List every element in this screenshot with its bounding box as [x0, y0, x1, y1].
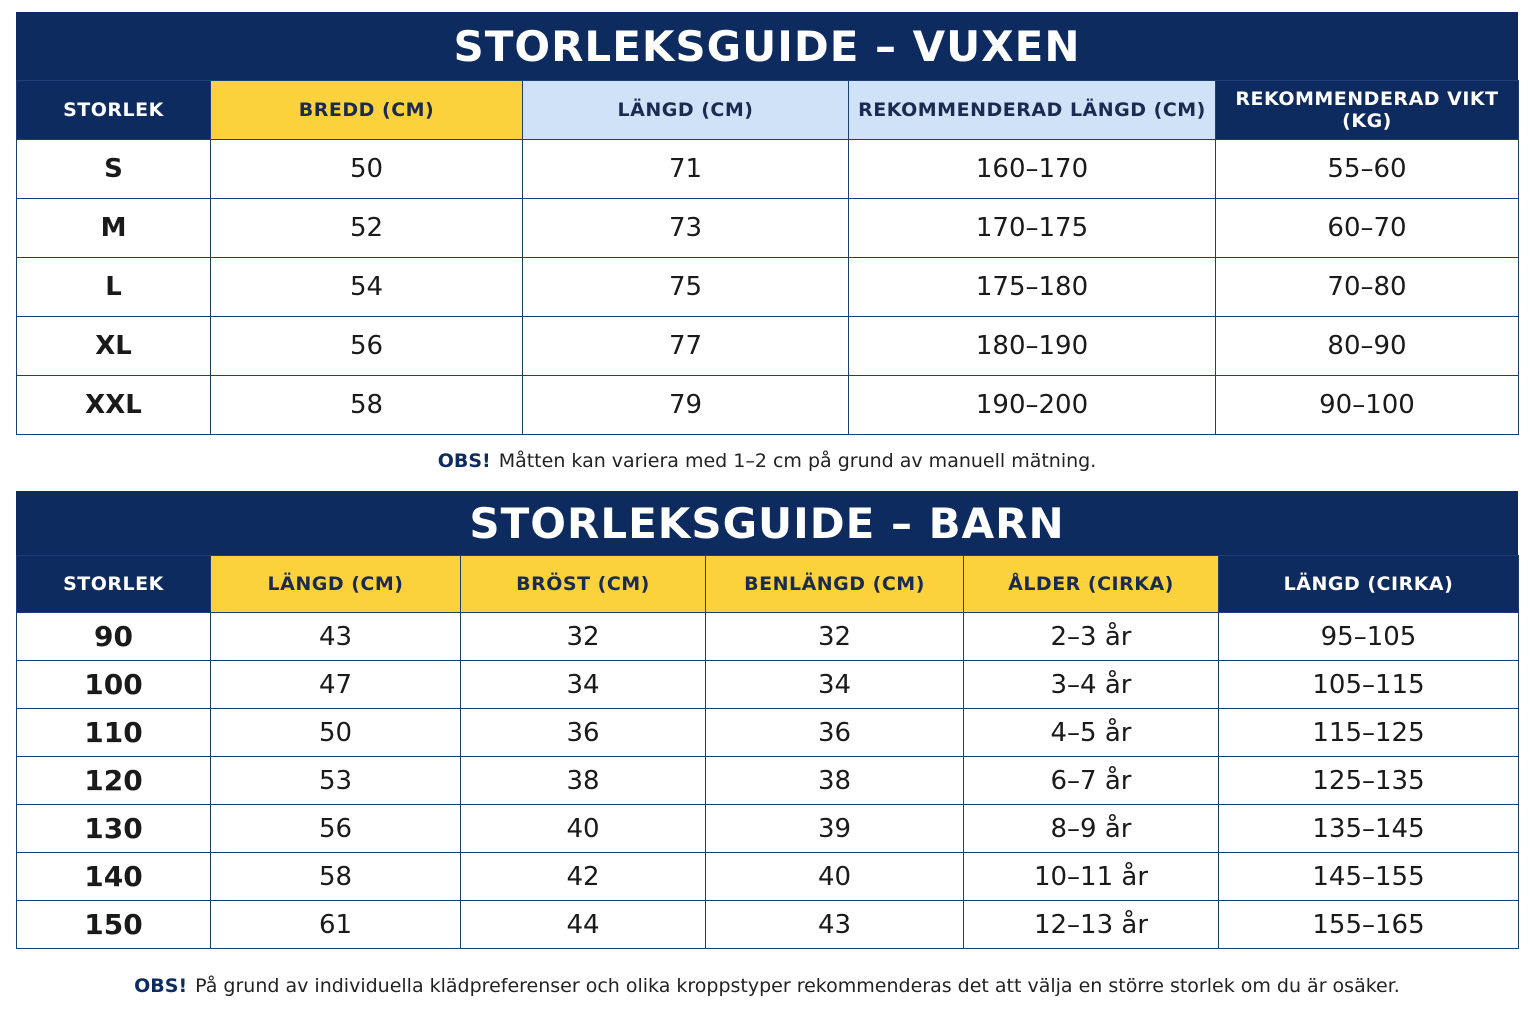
- table-cell: 61: [211, 901, 461, 949]
- table-cell: 38: [461, 757, 706, 805]
- size-cell: 90: [17, 613, 211, 661]
- size-cell: XXL: [17, 376, 211, 435]
- table-cell: 34: [706, 661, 964, 709]
- col-header-rek-langd: REKOMMENDERAD LÄNGD (CM): [849, 81, 1216, 140]
- table-cell: 34: [461, 661, 706, 709]
- note-vuxen: [16, 450, 1518, 472]
- table-cell: 43: [211, 613, 461, 661]
- table-cell: 39: [706, 805, 964, 853]
- header-row-vuxen: [17, 81, 1519, 140]
- table-cell: 145–155: [1219, 853, 1519, 901]
- table-row: [17, 199, 1519, 258]
- col-header-alder: ÅLDER (CIRKA): [964, 556, 1219, 613]
- size-cell: 150: [17, 901, 211, 949]
- table-cell: 40: [461, 805, 706, 853]
- table-row: [17, 901, 1519, 949]
- table-cell: 155–165: [1219, 901, 1519, 949]
- table-cell: 3–4 år: [964, 661, 1219, 709]
- table-row: [17, 805, 1519, 853]
- table-row: [17, 376, 1519, 435]
- table-row: [17, 709, 1519, 757]
- table-cell: 135–145: [1219, 805, 1519, 853]
- table-cell: 4–5 år: [964, 709, 1219, 757]
- table-row: [17, 661, 1519, 709]
- col-header-storlek: STORLEK: [17, 556, 211, 613]
- size-cell: XL: [17, 317, 211, 376]
- table-cell: 180–190: [849, 317, 1216, 376]
- table-cell: 125–135: [1219, 757, 1519, 805]
- table-row: [17, 317, 1519, 376]
- table-cell: 170–175: [849, 199, 1216, 258]
- table-cell: 47: [211, 661, 461, 709]
- table-cell: 95–105: [1219, 613, 1519, 661]
- table-cell: 12–13 år: [964, 901, 1219, 949]
- size-cell: S: [17, 140, 211, 199]
- col-header-bredd: BREDD (CM): [211, 81, 523, 140]
- table-cell: 58: [211, 376, 523, 435]
- title-barn: [16, 491, 1518, 555]
- table-cell: 40: [706, 853, 964, 901]
- table-cell: 160–170: [849, 140, 1216, 199]
- size-cell: 100: [17, 661, 211, 709]
- table-cell: 115–125: [1219, 709, 1519, 757]
- table-cell: 50: [211, 709, 461, 757]
- table-row: [17, 140, 1519, 199]
- table-cell: 56: [211, 805, 461, 853]
- table-cell: 53: [211, 757, 461, 805]
- table-cell: 73: [523, 199, 849, 258]
- size-cell: 130: [17, 805, 211, 853]
- table-cell: 105–115: [1219, 661, 1519, 709]
- table-cell: 79: [523, 376, 849, 435]
- note-text: På grund av individuella klädpreferenser och olika kroppstyper rekommenderas det att välja en större storlek om du är osäker.: [195, 975, 1400, 997]
- table-row: [17, 258, 1519, 317]
- table-cell: 90–100: [1216, 376, 1519, 435]
- table-cell: 70–80: [1216, 258, 1519, 317]
- note-label: OBS!: [437, 450, 491, 472]
- note-barn: [16, 975, 1518, 997]
- table-cell: 32: [461, 613, 706, 661]
- table-cell: 36: [706, 709, 964, 757]
- table-cell: 44: [461, 901, 706, 949]
- table-cell: 8–9 år: [964, 805, 1219, 853]
- note-text: Måtten kan variera med 1–2 cm på grund av manuell mätning.: [498, 450, 1097, 472]
- title-barn-text: STORLEKSGUIDE – BARN: [469, 498, 1065, 548]
- table-cell: 6–7 år: [964, 757, 1219, 805]
- table-cell: 2–3 år: [964, 613, 1219, 661]
- title-vuxen: [16, 12, 1518, 80]
- table-cell: 56: [211, 317, 523, 376]
- col-header-langd: LÄNGD (CM): [211, 556, 461, 613]
- table-cell: 175–180: [849, 258, 1216, 317]
- table-cell: 55–60: [1216, 140, 1519, 199]
- table-cell: 54: [211, 258, 523, 317]
- size-cell: 140: [17, 853, 211, 901]
- table-cell: 42: [461, 853, 706, 901]
- size-cell: L: [17, 258, 211, 317]
- table-cell: 71: [523, 140, 849, 199]
- size-table-barn: [16, 555, 1519, 949]
- size-cell: 110: [17, 709, 211, 757]
- note-label: OBS!: [134, 975, 188, 997]
- table-cell: 80–90: [1216, 317, 1519, 376]
- table-cell: 32: [706, 613, 964, 661]
- title-vuxen-text: STORLEKSGUIDE – VUXEN: [453, 21, 1081, 71]
- header-row-barn: [17, 556, 1519, 613]
- table-cell: 52: [211, 199, 523, 258]
- table-row: [17, 757, 1519, 805]
- table-cell: 10–11 år: [964, 853, 1219, 901]
- col-header-langd-cirka: LÄNGD (CIRKA): [1219, 556, 1519, 613]
- table-row: [17, 613, 1519, 661]
- table-row: [17, 853, 1519, 901]
- col-header-benlangd: BENLÄNGD (CM): [706, 556, 964, 613]
- table-cell: 75: [523, 258, 849, 317]
- table-cell: 58: [211, 853, 461, 901]
- table-cell: 38: [706, 757, 964, 805]
- table-cell: 50: [211, 140, 523, 199]
- size-cell: 120: [17, 757, 211, 805]
- col-header-langd: LÄNGD (CM): [523, 81, 849, 140]
- table-cell: 190–200: [849, 376, 1216, 435]
- table-cell: 77: [523, 317, 849, 376]
- table-cell: 36: [461, 709, 706, 757]
- col-header-storlek: STORLEK: [17, 81, 211, 140]
- col-header-rek-vikt: REKOMMENDERAD VIKT (KG): [1216, 81, 1519, 140]
- table-cell: 60–70: [1216, 199, 1519, 258]
- size-table-vuxen: [16, 80, 1519, 435]
- size-cell: M: [17, 199, 211, 258]
- col-header-brost: BRÖST (CM): [461, 556, 706, 613]
- table-cell: 43: [706, 901, 964, 949]
